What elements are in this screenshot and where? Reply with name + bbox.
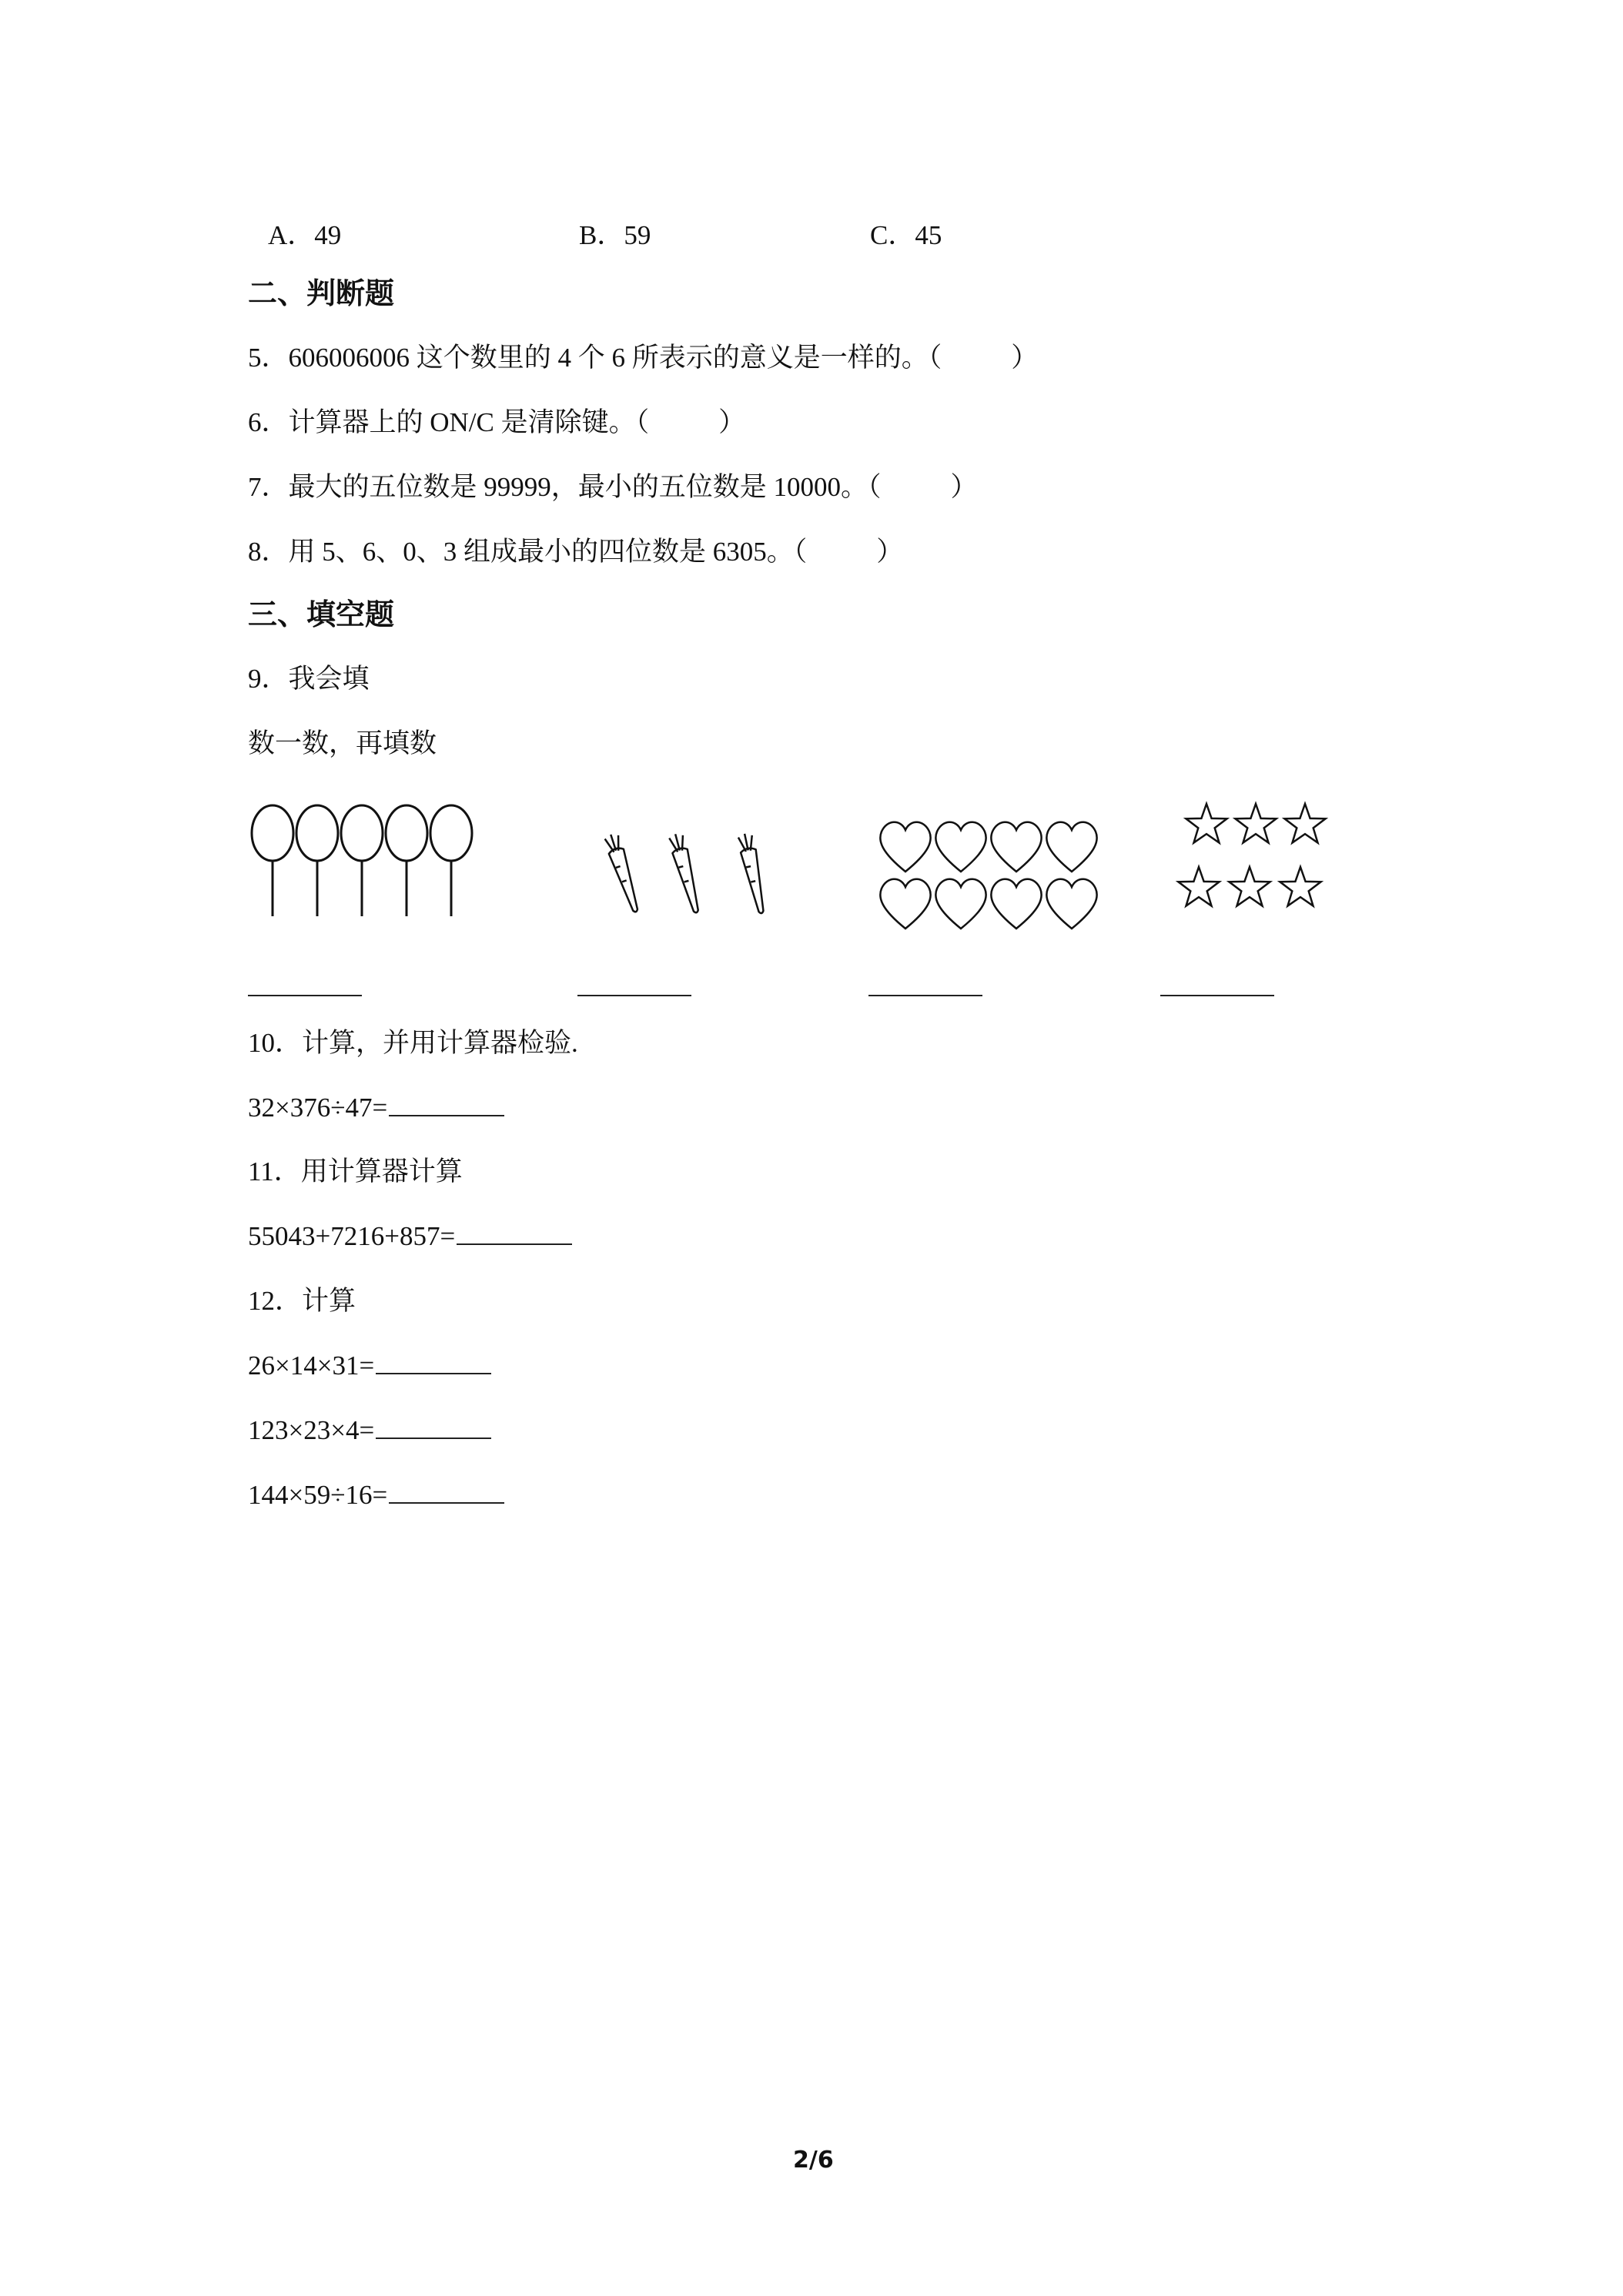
carrot	[604, 832, 644, 915]
expression-text: 123×23×4=	[248, 1415, 375, 1445]
heart	[1046, 822, 1096, 872]
question-7	[248, 470, 978, 504]
answer-line-hearts[interactable]	[868, 995, 982, 996]
balloon	[430, 805, 472, 861]
star-shape	[1178, 867, 1219, 906]
close-paren: ）	[1011, 343, 1039, 373]
carrot	[737, 832, 768, 915]
question-5	[248, 341, 1038, 375]
heart	[880, 822, 930, 872]
question-9-title: 9．我会填	[248, 664, 370, 694]
answer-line-balloons[interactable]	[248, 995, 362, 996]
heart	[991, 822, 1041, 872]
heart	[1046, 879, 1096, 929]
question-12-title: 12．计算	[248, 1286, 356, 1316]
heart	[880, 879, 930, 929]
close-paren: ）	[950, 472, 978, 502]
balloon	[252, 805, 293, 861]
question-6-text: 6．计算器上的 ON/C 是清除键。（	[248, 407, 650, 437]
star-shape	[1186, 804, 1226, 843]
question-6	[248, 406, 745, 440]
question-12-expression-3	[248, 1478, 504, 1512]
choice-c[interactable]: C．45	[870, 220, 942, 250]
close-paren: ）	[876, 537, 904, 567]
star-shape	[1280, 867, 1320, 906]
answer-blank[interactable]	[457, 1220, 572, 1245]
choice-b[interactable]: B．59	[579, 220, 651, 250]
question-8	[248, 535, 903, 569]
question-11-title: 11．用计算器计算	[248, 1156, 463, 1186]
question-10-title: 10．计算，并用计算器检验.	[248, 1028, 578, 1058]
question-10-expression	[248, 1091, 504, 1125]
answer-line-stars[interactable]	[1160, 995, 1274, 996]
balloon	[341, 805, 383, 861]
expression-text: 32×376÷47=	[248, 1093, 388, 1123]
answer-blank[interactable]	[389, 1479, 504, 1504]
answer-blank[interactable]	[389, 1092, 504, 1116]
stars-picture	[1174, 801, 1344, 916]
star-shape	[1284, 804, 1325, 843]
question-5-text: 5．606006006 这个数里的 4 个 6 所表示的意义是一样的。（	[248, 343, 942, 373]
expression-text: 55043+7216+857=	[248, 1221, 456, 1251]
star-shape	[1235, 804, 1276, 843]
section-heading-fill-blank: 三、填空题	[248, 597, 395, 631]
expression-text: 144×59÷16=	[248, 1480, 388, 1510]
carrots-picture	[593, 832, 793, 924]
question-12-expression-1	[248, 1349, 491, 1383]
choice-a[interactable]: A．49	[268, 220, 342, 250]
question-9-instruction: 数一数，再填数	[248, 728, 437, 758]
answer-line-carrots[interactable]	[577, 995, 691, 996]
heart	[935, 822, 986, 872]
answer-blank[interactable]	[376, 1350, 491, 1374]
question-11-expression	[248, 1220, 572, 1253]
question-7-text: 7．最大的五位数是 99999，最小的五位数是 10000。（	[248, 472, 882, 502]
hearts-picture	[878, 816, 1116, 935]
balloon	[296, 805, 338, 861]
answer-blank[interactable]	[376, 1414, 491, 1439]
heart	[935, 879, 986, 929]
heart	[991, 879, 1041, 929]
question-12-expression-2	[248, 1414, 491, 1448]
close-paren: ）	[718, 407, 746, 437]
question-8-text: 8．用 5、6、0、3 组成最小的四位数是 6305。（	[248, 537, 808, 567]
balloon	[386, 805, 427, 861]
expression-text: 26×14×31=	[248, 1350, 375, 1381]
balloons-picture	[246, 801, 493, 924]
carrot	[668, 832, 704, 915]
page-number: 2/6	[793, 2147, 834, 2174]
star-shape	[1229, 867, 1270, 906]
section-heading-judgement: 二、判断题	[248, 276, 395, 310]
